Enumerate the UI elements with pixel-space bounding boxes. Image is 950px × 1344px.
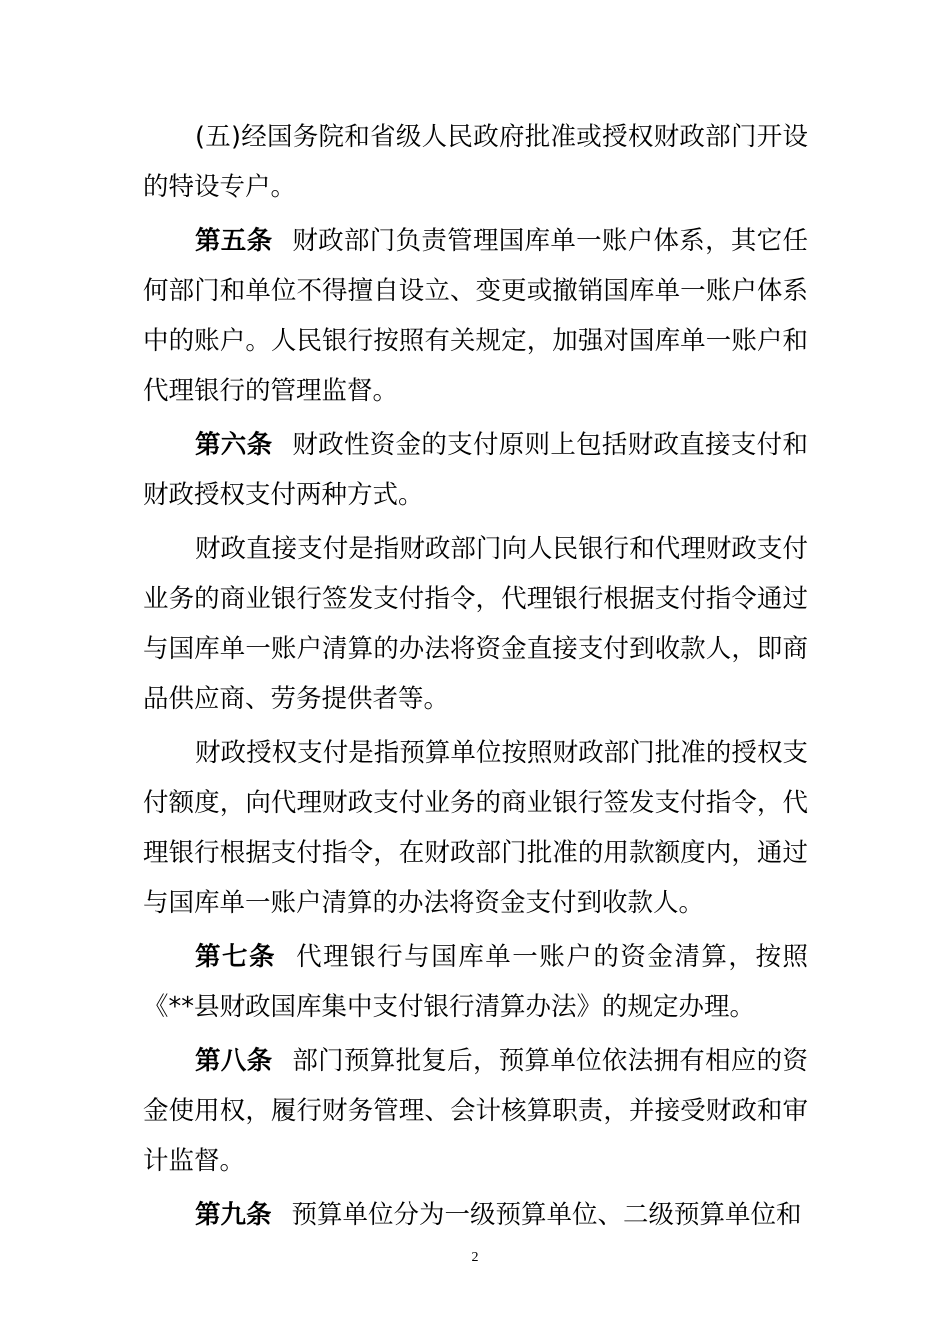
paragraph-text: 代理银行与国库单一账户的资金清算，按照《**县财政国库集中支付银行清算办法》的规定办理。 (143, 942, 808, 1022)
paragraph-article-7 (143, 932, 808, 1032)
page-number: 2 (471, 1250, 479, 1265)
paragraph-article-9 (143, 1190, 808, 1240)
paragraph-authorized-payment (143, 728, 808, 928)
article-heading: 第五条 (195, 226, 273, 256)
article-heading: 第八条 (195, 1046, 273, 1076)
paragraph-text: 财政直接支付是指财政部门向人民银行和代理财政支付业务的商业银行签发支付指令，代理银行根据支付指令通过与国库单一账户清算的办法将资金直接支付到收款人，即商品供应商、劳务提供者等。 (143, 534, 808, 714)
paragraph-text: 部门预算批复后，预算单位依法拥有相应的资金使用权，履行财务管理、会计核算职责，并接受财政和审计监督。 (143, 1046, 808, 1176)
paragraph-text: 财政性资金的支付原则上包括财政直接支付和财政授权支付两种方式。 (143, 430, 808, 510)
paragraph-article-6 (143, 420, 808, 520)
paragraph-direct-payment (143, 524, 808, 724)
article-heading: 第六条 (195, 430, 273, 460)
paragraph-text: 财政部门负责管理国库单一账户体系，其它任何部门和单位不得擅自设立、变更或撤销国库单一账户体系中的账户。人民银行按照有关规定，加强对国库单一账户和代理银行的管理监督。 (143, 226, 808, 406)
article-heading: 第七条 (195, 942, 277, 972)
document-body (143, 112, 808, 1240)
paragraph-special-account (143, 112, 808, 212)
article-heading: 第九条 (195, 1200, 272, 1230)
paragraph-text: 财政授权支付是指预算单位按照财政部门批准的授权支付额度，向代理财政支付业务的商业银行签发支付指令，代理银行根据支付指令，在财政部门批准的用款额度内，通过与国库单一账户清算的办法将资金支付到收款人。 (143, 738, 808, 918)
paragraph-text: (五)经国务院和省级人民政府批准或授权财政部门开设的特设专户。 (143, 122, 808, 202)
paragraph-article-8 (143, 1036, 808, 1186)
paragraph-text: 预算单位分为一级预算单位、二级预算单位和 (291, 1200, 802, 1230)
paragraph-article-5 (143, 216, 808, 416)
